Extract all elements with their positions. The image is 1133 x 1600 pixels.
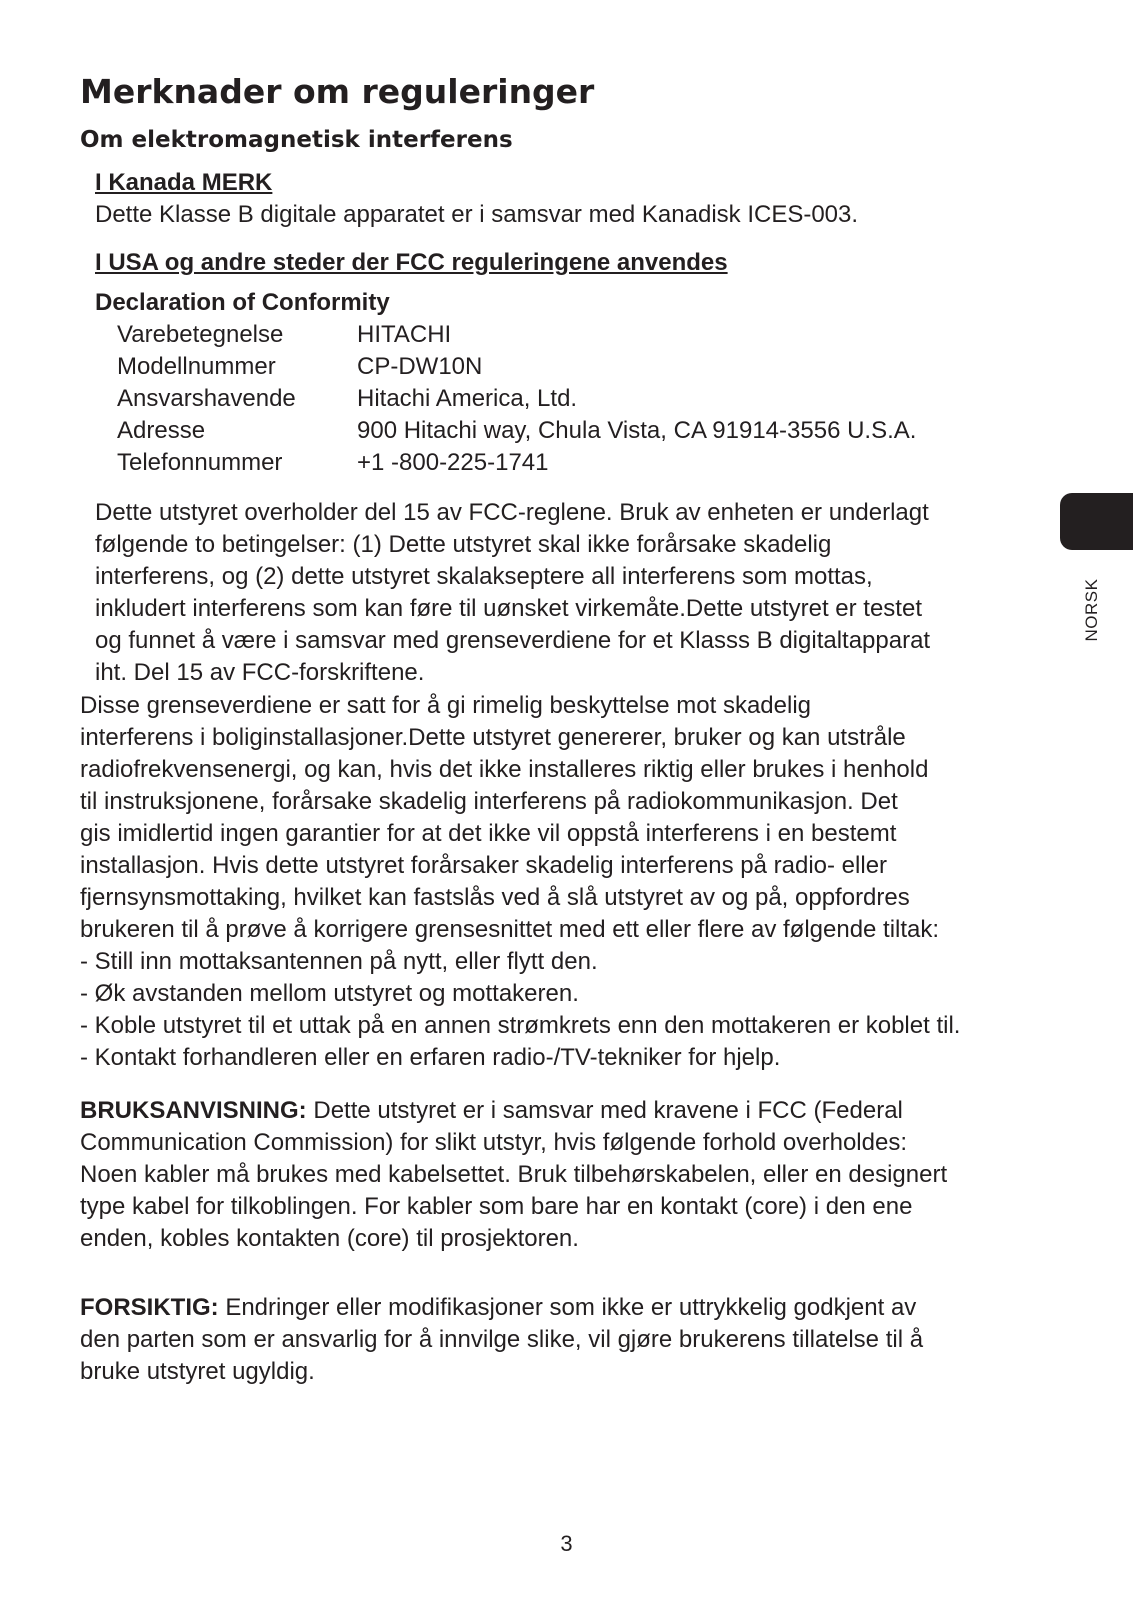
declaration-label: Adresse [117,417,206,444]
limits-line: brukeren til å prøve å korrigere grensesnittet med ett eller flere av følgende tiltak: [80,916,940,943]
fcc-line: og funnet å være i samsvar med grenseverdiene for et Klasss B digitaltapparat [95,627,931,654]
usa-section [95,247,1055,689]
declaration-label: Varebetegnelse [117,321,284,348]
instructions-line: enden, kobles kontakten (core) til prosjektoren. [80,1225,579,1252]
declaration-value: HITACHI [357,321,452,348]
usa-heading: I USA og andre steder der FCC reguleringene anvendes [95,249,728,276]
list-item: - Øk avstanden mellom utstyret og mottakeren. [80,980,579,1007]
page-number: 3 [560,1531,573,1556]
declaration-value: +1 -800-225-1741 [357,449,549,476]
declaration-row [117,447,916,479]
fcc-line: interferens, og (2) dette utstyret skalakseptere all interferens som mottas, [95,563,873,590]
fcc-line: inkludert interferens som kan føre til uønsket virkemåte.Dette utstyret er testet [95,595,922,622]
list-item: - Still inn mottaksantennen på nytt, eller flytt den. [80,948,598,975]
limits-line: radiofrekvensenergi, og kan, hvis det ikke installeres riktig eller brukes i henhold [80,756,929,783]
instructions-lead: BRUKSANVISNING: [80,1097,307,1124]
declaration-label: Modellnummer [117,353,276,380]
limits-line: fjernsynsmottaking, hvilket kan fastslås ved å slå utstyret av og på, oppfordres [80,884,910,911]
declaration-value: Hitachi America, Ltd. [357,385,578,412]
fcc-line: følgende to betingelser: (1) Dette utstyret skal ikke forårsake skadelig [95,531,832,558]
fcc-line: iht. Del 15 av FCC-forskriftene. [95,659,425,686]
declaration-table [117,319,916,479]
caution-first-text: Endringer eller modifikasjoner som ikke er uttrykkelig godkjent av [218,1294,917,1321]
limits-line: installasjon. Hvis dette utstyret forårsaker skadelig interferens på radio- eller [80,852,888,879]
measures-list [80,946,1040,1074]
declaration-label: Ansvarshavende [117,385,296,412]
declaration-row [117,319,916,351]
declaration-title: Declaration of Conformity [95,289,390,316]
instructions-first-line [80,1095,1040,1127]
list-item: - Kontakt forhandleren eller en erfaren radio-/TV-tekniker for hjelp. [80,1044,781,1071]
instructions-section [80,1095,1040,1255]
limits-line: til instruksjonene, forårsake skadelig interferens på radiokommunikasjon. Det [80,788,898,815]
limits-line: Disse grenseverdiene er satt for å gi rimelig beskyttelse mot skadelig [80,692,811,719]
caution-first-line [80,1292,1040,1324]
canada-heading: I Kanada MERK [95,169,273,196]
caution-line: den parten som er ansvarlig for å innvilge slike, vil gjøre brukerens tillatelse til å [80,1326,924,1353]
instructions-line: Communication Commission) for slikt utstyr, hvis følgende forhold overholdes: [80,1129,907,1156]
declaration-value: 900 Hitachi way, Chula Vista, CA 91914-3556 U.S.A. [357,417,917,444]
limits-line: gis imidlertid ingen garantier for at det ikke vil oppstå interferens i en bestemt [80,820,897,847]
fcc-paragraph [95,497,1055,689]
language-label: NORSK [1082,578,1101,642]
limits-line: interferens i boliginstallasjoner.Dette utstyret genererer, bruker og kan utstråle [80,724,906,751]
page-title: Merknader om reguleringer [80,72,595,111]
instructions-line: type kabel for tilkoblingen. For kabler som bare har en kontakt (core) i den ene [80,1193,913,1220]
page-subtitle: Om elektromagnetisk interferens [80,127,513,153]
list-item: - Koble utstyret til et uttak på en annen strømkrets enn den mottakeren er koblet til. [80,1012,961,1039]
declaration-row [117,415,916,447]
declaration-label: Telefonnummer [117,449,283,476]
declaration-row [117,383,916,415]
canada-section [95,167,1055,231]
limits-section [80,690,1040,1074]
caution-section [80,1292,1040,1388]
declaration-value: CP-DW10N [357,353,483,380]
fcc-line: Dette utstyret overholder del 15 av FCC-reglene. Bruk av enheten er underlagt [95,499,929,526]
instructions-line: Noen kabler må brukes med kabelsettet. Bruk tilbehørskabelen, eller en designert [80,1161,948,1188]
instructions-first-text: Dette utstyret er i samsvar med kravene i FCC (Federal [306,1097,903,1124]
caution-line: bruke utstyret ugyldig. [80,1358,315,1385]
canada-text: Dette Klasse B digitale apparatet er i samsvar med Kanadisk ICES-003. [95,201,859,228]
caution-lead: FORSIKTIG: [80,1294,219,1321]
language-tab [1060,493,1133,550]
declaration-row [117,351,916,383]
